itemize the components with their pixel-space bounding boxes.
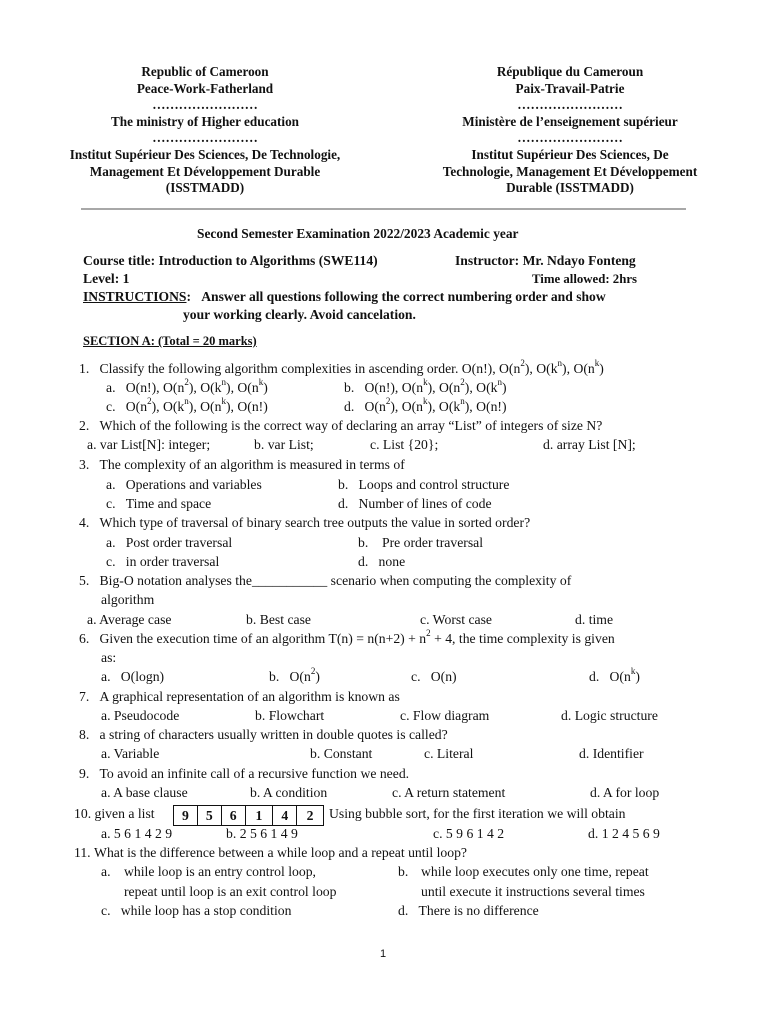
q8-option-c[interactable]: c. Literal	[424, 746, 474, 761]
q5-option-c[interactable]: c. Worst case	[420, 612, 492, 627]
q5-option-b[interactable]: b. Best case	[246, 612, 311, 627]
institute-en-line2: Management Et Développement Durable	[89, 163, 321, 179]
institute-fr-line3: Durable (ISSTMADD)	[506, 180, 634, 196]
q11-option-c[interactable]: c. while loop has a stop condition	[101, 903, 292, 918]
q11-option-b-label: b.	[398, 864, 409, 879]
motto-fr: Paix-Travail-Patrie	[515, 80, 625, 96]
question-5: 5. Big-O notation analyses the___________ scenario when computing the complexity of	[79, 573, 572, 588]
q10-option-a[interactable]: a. 5 6 1 4 2 9	[101, 826, 173, 841]
q8-option-a[interactable]: a. Variable	[101, 746, 160, 761]
question-10-prefix: 10. given a list	[74, 806, 155, 821]
q11-option-b[interactable]: while loop executes only one time, repeat	[421, 864, 649, 879]
question-6: 6. Given the execution time of an algorithm $T(n) = n(n+2) + n^2 + 4$, the time complexity is given	[79, 628, 615, 646]
q9-option-c[interactable]: c. A return statement	[392, 785, 506, 800]
q4-option-b[interactable]: b. Pre order traversal	[358, 535, 484, 550]
time-allowed: Time allowed: 2hrs	[532, 272, 637, 286]
course-title: Course title: Introduction to Algorithms (SWE114)	[83, 253, 378, 268]
question-7: 7. A graphical representation of an algorithm is known as	[79, 689, 400, 704]
q2-option-a[interactable]: a. var List[N]: integer;	[87, 437, 211, 452]
exam-title: Second Semester Examination 2022/2023 Academic year	[197, 226, 519, 241]
dots-separator: ……………………	[517, 130, 623, 146]
q11-option-b-cont[interactable]: until execute it instructions several times	[421, 884, 645, 899]
list-cell: 4	[273, 806, 297, 825]
dots-separator: ……………………	[517, 97, 623, 113]
level: Level: 1	[83, 271, 130, 286]
q1-option-d[interactable]: d. $O(n^2)$, $O(n^k)$, $O(k^n)$, O(n!)	[344, 396, 507, 414]
q1-option-c[interactable]: c. $O(n^2)$, $O(k^n)$, $O(n^k)$, O(n!)	[106, 396, 268, 414]
ministry-fr: Ministère de l’enseignement supérieur	[462, 113, 678, 129]
question-10-suffix: Using bubble sort, for the first iteration we will obtain	[329, 806, 626, 821]
list-cell: 1	[246, 806, 274, 825]
q4-option-d[interactable]: d. none	[358, 554, 406, 569]
institute-fr-line2: Technologie, Management Et Développement	[442, 163, 698, 179]
institute-en-line1: Institut Supérieur Des Sciences, De Technologie,	[69, 146, 341, 162]
list-cell: 2	[306, 808, 314, 823]
instructions-line1: INSTRUCTIONS: Answer all questions following the correct numbering order and show	[83, 289, 606, 304]
question-5-cont: algorithm	[101, 592, 155, 607]
q11-option-d[interactable]: d. There is no difference	[398, 903, 539, 918]
list-cell: 6	[222, 806, 246, 825]
instructions-label: INSTRUCTIONS	[83, 289, 187, 304]
question-3: 3. The complexity of an algorithm is measured in terms of	[79, 457, 405, 472]
question-9: 9. To avoid an infinite call of a recursive function we need.	[79, 766, 410, 781]
header-right	[400, 64, 740, 197]
q2-option-b[interactable]: b. var List;	[254, 437, 314, 452]
instructions-line2: your working clearly. Avoid cancelation.	[183, 307, 416, 322]
instructor-name: Instructor: Mr. Ndayo Fonteng	[455, 253, 636, 268]
q10-option-c[interactable]: c. 5 9 6 1 4 2	[433, 826, 505, 841]
institute-fr-line1: Institut Supérieur Des Sciences, De	[471, 146, 669, 162]
q3-option-d[interactable]: d. Number of lines of code	[338, 496, 492, 511]
q1-option-a[interactable]: a. O(n!), $O(n^2)$, $O(k^n)$, $O(n^k)$	[106, 377, 268, 395]
q11-option-a-cont[interactable]: repeat until loop is an exit control loop	[124, 884, 337, 899]
q8-option-d[interactable]: d. Identifier	[579, 746, 644, 761]
list-cell: 5	[198, 806, 222, 825]
q7-option-d[interactable]: d. Logic structure	[561, 708, 658, 723]
q9-option-d[interactable]: d. A for loop	[590, 785, 660, 800]
q11-option-a-label: a.	[101, 864, 111, 879]
q1-option-b[interactable]: b. O(n!), $O(n^k)$, $O(n^2)$, $O(k^n)$	[344, 377, 507, 395]
q2-option-d[interactable]: d. array List [N];	[543, 437, 636, 452]
header-divider	[81, 208, 686, 210]
q9-option-a[interactable]: a. A base clause	[101, 785, 188, 800]
question-6-cont: as:	[101, 650, 117, 665]
q6-option-c[interactable]: c. O(n)	[411, 669, 457, 684]
question-1: 1. Classify the following algorithm complexities in ascending order. O(n!), $O(n^2)$, $O(k^n)$, $O(n^k)$	[79, 358, 604, 376]
q6-option-a[interactable]: a. O(logn)	[101, 669, 165, 684]
section-a-heading: SECTION A: (Total = 20 marks)	[83, 334, 257, 348]
q7-option-a[interactable]: a. Pseudocode	[101, 708, 180, 723]
q10-option-b[interactable]: b. 2 5 6 1 4 9	[226, 826, 298, 841]
q7-option-b[interactable]: b. Flowchart	[255, 708, 325, 723]
q7-option-c[interactable]: c. Flow diagram	[400, 708, 490, 723]
dots-separator: ……………………	[152, 97, 258, 113]
q10-list-box	[173, 805, 324, 826]
question-11: 11. What is the difference between a while loop and a repeat until loop?	[74, 845, 467, 860]
q5-option-d[interactable]: d. time	[575, 612, 614, 627]
q3-option-a[interactable]: a. Operations and variables	[106, 477, 262, 492]
q3-option-c[interactable]: c. Time and space	[106, 496, 212, 511]
q3-option-b[interactable]: b. Loops and control structure	[338, 477, 510, 492]
question-2: 2. Which of the following is the correct way of declaring an array “List” of integers of size N?	[79, 418, 603, 433]
q8-option-b[interactable]: b. Constant	[310, 746, 373, 761]
q2-option-c[interactable]: c. List {20};	[370, 437, 439, 452]
q9-option-b[interactable]: b. A condition	[250, 785, 328, 800]
q6-option-b[interactable]: b. $O(n^2)$	[269, 666, 320, 684]
institute-en-line3: (ISSTMADD)	[165, 180, 245, 196]
page-number: 1	[380, 948, 387, 960]
country-name-en: Republic of Cameroon	[141, 64, 269, 79]
q4-option-a[interactable]: a. Post order traversal	[106, 535, 233, 550]
ministry-en: The ministry of Higher education	[110, 113, 300, 129]
q6-option-d[interactable]: d. $O(n^k)$	[589, 666, 640, 684]
question-8: 8. a string of characters usually written in double quotes is called?	[79, 727, 448, 742]
motto-en: Peace-Work-Fatherland	[136, 80, 274, 96]
q4-option-c[interactable]: c. in order traversal	[106, 554, 220, 569]
instructions-text: Answer all questions following the correct numbering order and show	[201, 289, 606, 304]
list-cell: 9	[174, 806, 198, 825]
dots-separator: ……………………	[152, 130, 258, 146]
question-4: 4. Which type of traversal of binary search tree outputs the value in sorted order?	[79, 515, 531, 530]
header-left	[35, 64, 375, 197]
q11-option-a[interactable]: while loop is an entry control loop,	[124, 864, 316, 879]
country-name-fr: République du Cameroun	[496, 64, 644, 79]
q5-option-a[interactable]: a. Average case	[87, 612, 172, 627]
q10-option-d[interactable]: d. 1 2 4 5 6 9	[588, 826, 660, 841]
